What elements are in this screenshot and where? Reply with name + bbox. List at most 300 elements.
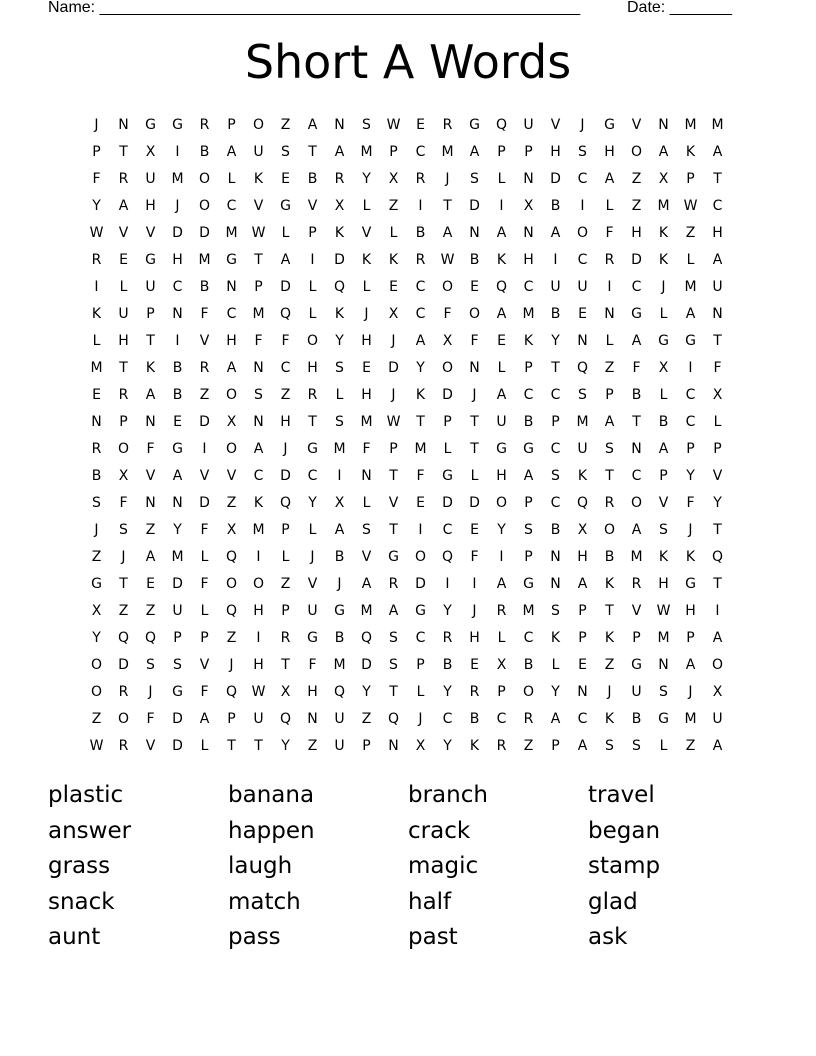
grid-cell: L [605, 332, 614, 349]
grid-cell: Y [443, 737, 452, 754]
grid-cell: J [472, 386, 477, 403]
grid-cell: L [389, 224, 398, 241]
grid-cell: P [254, 278, 263, 295]
grid-cell: L [605, 197, 614, 214]
grid-cell: H [496, 467, 507, 484]
grid-cell: A [550, 224, 561, 241]
grid-cell: A [280, 251, 291, 268]
grid-cell: U [334, 737, 345, 754]
grid-cell: K [658, 251, 669, 268]
grid-cell: D [415, 575, 426, 592]
word-bank-item: pass [228, 924, 281, 950]
word-bank-item: plastic [48, 782, 124, 808]
grid-cell: M [630, 548, 643, 565]
grid-cell: E [173, 413, 182, 430]
grid-cell: U [172, 602, 183, 619]
grid-cell: T [254, 251, 263, 268]
grid-cell: I [499, 197, 504, 214]
grid-cell: X [226, 521, 237, 538]
grid-cell: R [415, 170, 426, 187]
word-bank-item: laugh [228, 853, 293, 879]
grid-cell: B [334, 548, 345, 565]
grid-cell: M [225, 224, 238, 241]
grid-cell: Q [495, 278, 508, 295]
grid-cell: N [253, 359, 264, 376]
grid-cell: E [470, 278, 479, 295]
grid-cell: P [200, 629, 209, 646]
grid-cell: R [334, 170, 345, 187]
grid-cell: J [688, 521, 693, 538]
grid-cell: M [333, 440, 346, 457]
grid-cell: O [630, 494, 643, 511]
grid-cell: T [632, 413, 641, 430]
grid-cell: S [146, 656, 155, 673]
grid-cell: O [576, 224, 589, 241]
grid-cell: K [496, 251, 507, 268]
grid-cell: Y [92, 629, 101, 646]
grid-cell: M [684, 710, 697, 727]
grid-cell: C [307, 467, 318, 484]
grid-cell: A [577, 737, 588, 754]
grid-cell: E [497, 332, 506, 349]
grid-cell: A [631, 332, 642, 349]
grid-cell: A [199, 710, 210, 727]
grid-cell: R [199, 116, 210, 133]
grid-cell: F [416, 467, 425, 484]
grid-cell: S [551, 467, 560, 484]
grid-cell: C [577, 170, 588, 187]
grid-cell: L [362, 278, 371, 295]
grid-cell: B [469, 710, 480, 727]
grid-cell: F [281, 332, 290, 349]
grid-cell: C [172, 278, 183, 295]
grid-cell: M [252, 521, 265, 538]
grid-cell: R [199, 359, 210, 376]
grid-cell: F [119, 494, 128, 511]
grid-cell: Y [335, 332, 344, 349]
date-field: Date: _______ [627, 0, 732, 16]
grid-cell: T [119, 359, 128, 376]
grid-cell: S [578, 143, 587, 160]
grid-cell: Q [333, 278, 346, 295]
grid-cell: C [685, 413, 696, 430]
grid-cell: B [442, 656, 453, 673]
grid-cell: X [91, 602, 102, 619]
grid-cell: Z [280, 386, 291, 403]
grid-cell: P [659, 467, 668, 484]
grid-cell: S [524, 521, 533, 538]
grid-cell: K [415, 386, 426, 403]
word-bank-item: answer [48, 817, 132, 844]
grid-cell: V [199, 656, 210, 673]
grid-cell: B [307, 170, 318, 187]
grid-cell: S [659, 683, 668, 700]
grid-cell: L [308, 521, 317, 538]
grid-cell: F [686, 494, 695, 511]
grid-cell: A [712, 737, 723, 754]
grid-cell: G [658, 710, 669, 727]
grid-cell: G [496, 440, 507, 457]
grid-cell: U [496, 413, 507, 430]
grid-cell: O [225, 575, 238, 592]
grid-cell: F [200, 683, 209, 700]
grid-cell: N [550, 575, 561, 592]
grid-cell: J [283, 440, 288, 457]
grid-cell: C [523, 629, 534, 646]
grid-cell: P [173, 629, 182, 646]
grid-cell: M [333, 656, 346, 673]
grid-cell: S [119, 521, 128, 538]
grid-cell: D [199, 224, 210, 241]
word-bank-item: travel [588, 782, 655, 808]
grid-cell: R [307, 386, 318, 403]
grid-cell: Q [225, 602, 238, 619]
grid-cell: V [145, 224, 156, 241]
grid-cell: O [90, 683, 103, 700]
grid-cell: P [281, 521, 290, 538]
grid-cell: M [657, 197, 670, 214]
grid-cell: S [632, 737, 641, 754]
grid-cell: W [683, 197, 698, 214]
grid-cell: D [361, 656, 372, 673]
grid-cell: D [118, 656, 129, 673]
grid-cell: A [604, 170, 615, 187]
grid-cell: I [715, 602, 720, 619]
grid-cell: J [607, 683, 612, 700]
grid-cell: N [388, 737, 399, 754]
grid-cell: L [416, 683, 425, 700]
grid-cell: A [712, 629, 723, 646]
grid-cell: D [172, 737, 183, 754]
grid-cell: Q [225, 548, 238, 565]
grid-cell: M [360, 413, 373, 430]
grid-cell: C [442, 710, 453, 727]
grid-cell: B [415, 224, 426, 241]
grid-cell: R [442, 629, 453, 646]
grid-cell: U [712, 278, 723, 295]
grid-cell: A [361, 575, 372, 592]
grid-cell: A [253, 440, 264, 457]
grid-cell: A [334, 521, 345, 538]
grid-cell: O [198, 197, 211, 214]
grid-cell: L [659, 737, 668, 754]
grid-cell: E [416, 494, 425, 511]
grid-cell: I [337, 467, 342, 484]
grid-cell: R [631, 575, 642, 592]
grid-cell: B [550, 521, 561, 538]
grid-cell: P [524, 548, 533, 565]
grid-cell: Y [92, 197, 101, 214]
grid-cell: N [469, 224, 480, 241]
page-title: Short A Words [244, 35, 572, 89]
grid-cell: X [145, 143, 156, 160]
grid-cell: G [523, 440, 534, 457]
grid-cell: K [469, 737, 480, 754]
word-bank-item: happen [228, 817, 315, 844]
grid-cell: K [253, 494, 264, 511]
grid-cell: A [604, 413, 615, 430]
grid-cell: Y [362, 170, 371, 187]
grid-cell: J [688, 683, 693, 700]
grid-cell: N [712, 305, 723, 322]
grid-cell: S [605, 440, 614, 457]
grid-cell: N [145, 494, 156, 511]
grid-cell: C [226, 305, 237, 322]
grid-cell: S [389, 656, 398, 673]
word-bank-item: branch [408, 782, 488, 808]
grid-cell: R [604, 251, 615, 268]
grid-cell: K [577, 467, 588, 484]
grid-cell: N [604, 305, 615, 322]
grid-cell: I [445, 575, 450, 592]
grid-cell: R [91, 251, 102, 268]
grid-cell: A [226, 359, 237, 376]
grid-cell: J [148, 683, 153, 700]
grid-cell: I [418, 521, 423, 538]
grid-cell: G [685, 332, 696, 349]
grid-cell: T [308, 413, 317, 430]
grid-cell: K [145, 359, 156, 376]
grid-cell: R [280, 629, 291, 646]
grid-cell: T [713, 575, 722, 592]
grid-cell: O [414, 548, 427, 565]
grid-cell: R [523, 710, 534, 727]
grid-cell: W [251, 683, 266, 700]
grid-cell: J [364, 305, 369, 322]
grid-cell: O [252, 575, 265, 592]
grid-cell: G [388, 548, 399, 565]
grid-cell: O [117, 440, 130, 457]
grid-cell: L [551, 656, 560, 673]
grid-cell: M [522, 602, 535, 619]
grid-cell: L [119, 278, 128, 295]
grid-cell: M [441, 143, 454, 160]
grid-cell: G [685, 575, 696, 592]
grid-cell: N [550, 548, 561, 565]
grid-cell: S [389, 629, 398, 646]
grid-cell: R [496, 602, 507, 619]
grid-cell: Q [360, 629, 373, 646]
grid-cell: H [361, 386, 372, 403]
grid-cell: N [361, 467, 372, 484]
grid-cell: V [145, 467, 156, 484]
grid-cell: P [119, 413, 128, 430]
grid-cell: G [145, 251, 156, 268]
grid-cell: Z [307, 737, 318, 754]
grid-cell: H [172, 251, 183, 268]
grid-cell: P [146, 305, 155, 322]
grid-cell: U [712, 710, 723, 727]
grid-cell: F [254, 332, 263, 349]
grid-cell: D [388, 359, 399, 376]
grid-cell: T [551, 359, 560, 376]
grid-cell: I [607, 278, 612, 295]
grid-cell: C [415, 143, 426, 160]
grid-cell: B [199, 278, 210, 295]
grid-cell: I [94, 278, 99, 295]
grid-cell: L [335, 386, 344, 403]
grid-cell: H [577, 548, 588, 565]
grid-cell: A [658, 143, 669, 160]
grid-cell: R [118, 386, 129, 403]
grid-cell: O [441, 278, 454, 295]
grid-cell: R [496, 737, 507, 754]
grid-cell: N [658, 116, 669, 133]
grid-cell: L [308, 305, 317, 322]
grid-cell: P [389, 143, 398, 160]
grid-cell: A [685, 305, 696, 322]
grid-cell: E [92, 386, 101, 403]
grid-cell: U [334, 710, 345, 727]
grid-cell: C [496, 710, 507, 727]
grid-cell: R [415, 251, 426, 268]
grid-cell: H [307, 683, 318, 700]
grid-cell: G [307, 440, 318, 457]
grid-cell: K [334, 305, 345, 322]
grid-cell: J [580, 116, 585, 133]
grid-cell: I [688, 359, 693, 376]
grid-cell: S [605, 737, 614, 754]
grid-cell: B [523, 413, 534, 430]
grid-cell: N [523, 224, 534, 241]
grid-cell: T [605, 602, 614, 619]
grid-cell: G [91, 575, 102, 592]
word-bank-item: aunt [48, 924, 101, 950]
grid-cell: U [550, 278, 561, 295]
grid-cell: M [171, 170, 184, 187]
grid-cell: E [119, 251, 128, 268]
grid-cell: Z [631, 197, 642, 214]
grid-cell: S [281, 143, 290, 160]
grid-cell: P [686, 170, 695, 187]
grid-cell: M [684, 278, 697, 295]
grid-cell: M [657, 629, 670, 646]
grid-cell: H [469, 629, 480, 646]
grid-cell: Y [497, 521, 506, 538]
letter-grid [83, 111, 733, 761]
grid-cell: V [307, 197, 318, 214]
grid-cell: L [308, 278, 317, 295]
grid-cell: Q [144, 629, 157, 646]
grid-cell: B [91, 467, 102, 484]
grid-cell: L [362, 494, 371, 511]
grid-cell: N [145, 413, 156, 430]
grid-cell: L [713, 413, 722, 430]
grid-cell: F [470, 548, 479, 565]
grid-cell: V [631, 602, 642, 619]
grid-cell: F [632, 359, 641, 376]
grid-cell: F [362, 440, 371, 457]
grid-cell: I [472, 575, 477, 592]
grid-cell: V [199, 467, 210, 484]
grid-cell: J [121, 548, 126, 565]
grid-cell: B [631, 710, 642, 727]
grid-cell: N [307, 710, 318, 727]
grid-cell: J [310, 548, 315, 565]
word-bank [48, 778, 768, 956]
name-field: Name: ______________________________________________________ [48, 0, 581, 16]
grid-cell: P [632, 629, 641, 646]
grid-cell: N [577, 683, 588, 700]
grid-cell: T [389, 467, 398, 484]
grid-cell: V [253, 197, 264, 214]
grid-cell: P [605, 386, 614, 403]
grid-cell: Q [387, 710, 400, 727]
grid-cell: W [89, 737, 104, 754]
grid-cell: K [604, 629, 615, 646]
grid-cell: Z [523, 737, 534, 754]
grid-cell: Q [333, 683, 346, 700]
grid-cell: D [199, 494, 210, 511]
grid-cell: H [685, 602, 696, 619]
grid-cell: A [469, 143, 480, 160]
grid-cell: N [523, 170, 534, 187]
grid-cell: I [310, 251, 315, 268]
grid-cell: I [256, 548, 261, 565]
grid-cell: V [199, 332, 210, 349]
grid-cell: P [389, 440, 398, 457]
grid-cell: H [712, 224, 723, 241]
grid-cell: S [362, 116, 371, 133]
grid-cell: T [227, 737, 236, 754]
grid-cell: R [604, 494, 615, 511]
grid-cell: E [470, 656, 479, 673]
grid-cell: P [551, 413, 560, 430]
grid-cell: G [145, 116, 156, 133]
grid-cell: Z [145, 521, 156, 538]
grid-cell: T [119, 575, 128, 592]
grid-cell: T [146, 332, 155, 349]
grid-cell: G [658, 332, 669, 349]
grid-cell: R [442, 116, 453, 133]
grid-cell: G [172, 116, 183, 133]
grid-cell: W [386, 413, 401, 430]
grid-cell: D [631, 251, 642, 268]
grid-cell: A [631, 521, 642, 538]
grid-cell: U [118, 305, 129, 322]
grid-cell: N [91, 413, 102, 430]
grid-cell: A [118, 197, 129, 214]
grid-cell: J [391, 332, 396, 349]
grid-cell: L [200, 737, 209, 754]
grid-cell: E [146, 575, 155, 592]
grid-cell: P [551, 737, 560, 754]
grid-cell: T [389, 521, 398, 538]
grid-cell: X [442, 332, 453, 349]
grid-cell: X [280, 683, 291, 700]
grid-cell: X [388, 305, 399, 322]
grid-cell: Q [117, 629, 130, 646]
grid-cell: P [686, 440, 695, 457]
grid-cell: X [523, 197, 534, 214]
grid-cell: D [550, 170, 561, 187]
grid-cell: A [334, 143, 345, 160]
word-bank-item: began [588, 817, 661, 844]
grid-cell: W [440, 251, 455, 268]
grid-cell: P [362, 737, 371, 754]
grid-cell: C [712, 197, 723, 214]
grid-cell: D [280, 467, 291, 484]
grid-cell: V [712, 467, 723, 484]
grid-cell: D [280, 278, 291, 295]
grid-cell: M [684, 116, 697, 133]
grid-cell: B [172, 359, 183, 376]
grid-cell: J [661, 278, 666, 295]
grid-cell: Y [551, 683, 560, 700]
grid-cell: D [442, 386, 453, 403]
grid-cell: C [415, 305, 426, 322]
grid-cell: R [118, 170, 129, 187]
